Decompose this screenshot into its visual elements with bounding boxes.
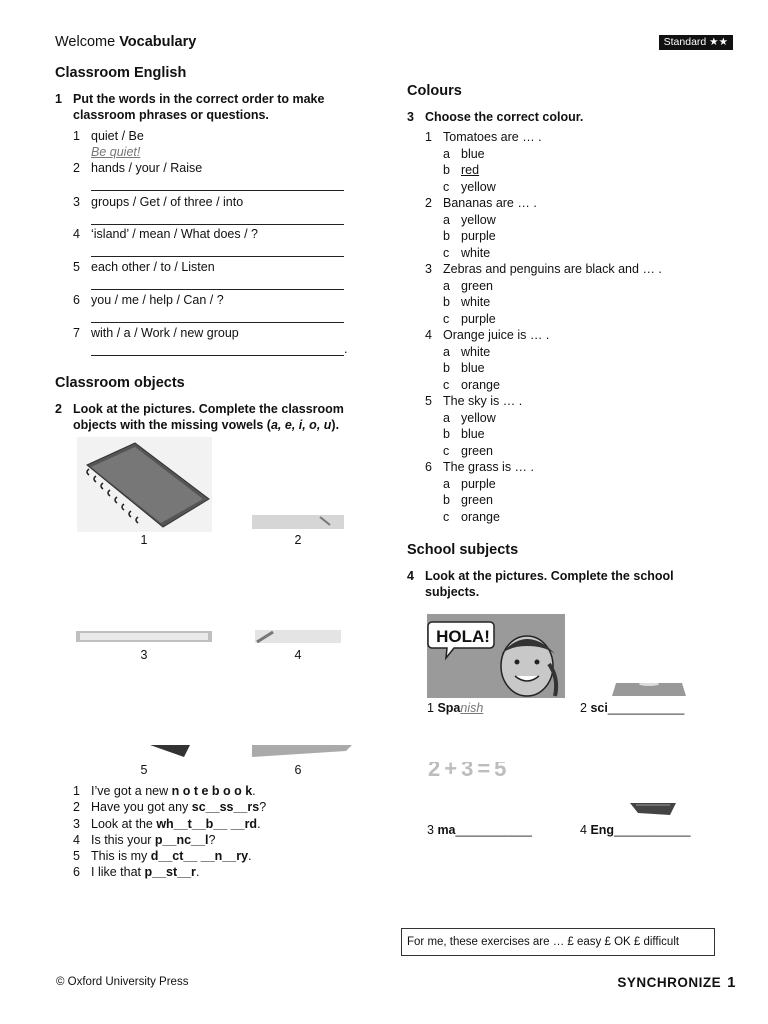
question: [425, 129, 662, 146]
subject-item-1: [427, 700, 483, 716]
option-letter: c: [443, 377, 450, 392]
pencil-picture: [252, 515, 344, 529]
answer-line[interactable]: [91, 242, 344, 257]
item-words: quiet / Be: [91, 129, 144, 143]
option-letter: c: [443, 179, 450, 194]
option-letter: a: [443, 476, 450, 491]
sentence-text: .: [252, 784, 256, 798]
subject-bold: ma: [437, 823, 456, 837]
option-b[interactable]: [443, 228, 662, 245]
sentence-text: I’ve got a new: [91, 784, 172, 798]
scissors-picture: [150, 745, 190, 757]
sentence-text: Is this your: [91, 832, 155, 847]
section-heading-classroom-english: Classroom English: [55, 65, 187, 81]
item-number: 3: [73, 195, 80, 209]
option-letter: b: [443, 163, 450, 177]
brand-logo: SYNCHRONIZE: [617, 975, 722, 990]
option-c[interactable]: [443, 245, 662, 262]
option-c[interactable]: [443, 377, 662, 394]
answer-line[interactable]: [91, 176, 344, 191]
question: [425, 327, 662, 344]
answer-line[interactable]: [91, 275, 344, 290]
question-text: Bananas are … .: [443, 196, 537, 210]
question-text: Tomatoes are … .: [443, 130, 542, 144]
fill-in-word[interactable]: p__nc__l: [154, 832, 209, 847]
option-letter: a: [443, 212, 450, 227]
item-number: 1: [73, 129, 80, 143]
item-number: 2: [73, 800, 80, 815]
question-number: 5: [425, 394, 432, 408]
task-number: 1: [55, 92, 62, 106]
sentence-text: .: [195, 865, 200, 880]
option-c[interactable]: [443, 443, 662, 460]
poster-picture: [252, 745, 352, 757]
sentence-text: Have you got any: [91, 800, 192, 815]
option-text: orange: [461, 377, 500, 392]
answer-line[interactable]: [91, 341, 344, 356]
task-4-instruction: [407, 569, 674, 600]
option-a[interactable]: [443, 344, 662, 361]
subject-item-2: [580, 700, 684, 716]
section-heading-classroom-objects: Classroom objects: [55, 375, 185, 391]
option-b-selected[interactable]: [443, 162, 480, 179]
option-text: blue: [461, 146, 485, 161]
answer-blank[interactable]: ___________: [455, 823, 532, 837]
option-letter: a: [443, 146, 450, 161]
option-text: purple: [461, 229, 496, 243]
option-a[interactable]: [443, 278, 662, 295]
brand-footer: [617, 974, 736, 991]
option-letter: c: [443, 311, 450, 326]
picture-label: 5: [140, 763, 148, 777]
question: [425, 393, 662, 410]
picture-label: 6: [294, 763, 302, 777]
whiteboard-picture: [76, 631, 212, 642]
item-number: 2: [580, 701, 587, 715]
question-number: 3: [425, 262, 432, 276]
task-number: 2: [55, 402, 62, 416]
list-item: [73, 292, 224, 308]
task-line: Look at the pictures. Complete the school: [425, 569, 674, 583]
item-number: 4: [580, 823, 587, 837]
fill-in-word[interactable]: p__st__r: [144, 865, 196, 880]
question: [425, 195, 662, 212]
option-b[interactable]: [443, 294, 662, 311]
section-heading-colours: Colours: [407, 83, 462, 99]
list-item: [73, 259, 215, 275]
option-text: green: [461, 278, 493, 293]
option-letter: b: [443, 493, 450, 507]
item-number: 1: [427, 701, 434, 715]
list-item: [73, 160, 202, 176]
item-words: ‘island’ / mean / What does / ?: [91, 227, 258, 241]
sentence-text: ?: [259, 800, 267, 815]
list-item: [73, 194, 243, 210]
list-item: [73, 783, 266, 799]
sentence-text: Look at the: [91, 816, 157, 831]
list-item: [73, 864, 266, 880]
line-end-punctuation: .: [344, 342, 348, 356]
option-c[interactable]: [443, 509, 662, 526]
option-letter: c: [443, 443, 450, 458]
spanish-speaker-picture: [427, 614, 565, 698]
answer-line[interactable]: [91, 308, 344, 323]
item-number: 6: [73, 293, 80, 307]
item-number: 1: [73, 784, 80, 798]
question-number: 2: [425, 196, 432, 210]
option-text: purple: [461, 311, 496, 326]
item-words: each other / to / Listen: [91, 260, 215, 274]
task-line: Put the words in the correct order to make: [73, 92, 325, 106]
speech-bubble-text: HOLA!: [436, 627, 490, 646]
option-a[interactable]: [443, 410, 662, 427]
option-text: white: [461, 245, 491, 260]
task-line: Look at the pictures. Complete the classroom: [73, 402, 344, 416]
subject-bold: Eng: [590, 823, 615, 837]
option-letter: a: [443, 410, 450, 425]
sentence-text: This is my: [91, 849, 151, 864]
item-number: 3: [427, 823, 434, 837]
notebook-picture: [77, 437, 212, 532]
option-letter: c: [443, 245, 450, 260]
task-line: ).: [331, 417, 340, 432]
list-item: [73, 325, 239, 341]
question-number: 4: [425, 328, 432, 342]
task-number: 3: [407, 110, 414, 124]
task-number: 4: [407, 569, 414, 583]
question: [425, 261, 662, 278]
list-item: [73, 226, 258, 242]
answer-blank[interactable]: ___________: [614, 823, 691, 837]
item-number: 4: [73, 227, 80, 241]
option-letter: a: [443, 278, 450, 293]
list-item: [73, 848, 266, 864]
subject-bold: Spa: [437, 701, 461, 715]
option-text: orange: [461, 509, 500, 524]
list-item: [73, 128, 144, 144]
science-picture: [612, 683, 686, 696]
title-bold: Vocabulary: [119, 34, 197, 50]
picture-label: 2: [294, 533, 302, 547]
example-answer: Be quiet!: [91, 145, 141, 159]
option-text: white: [461, 344, 491, 359]
option-letter: c: [443, 509, 450, 524]
option-text: green: [461, 443, 493, 458]
option-c[interactable]: [443, 311, 662, 328]
publisher-credit: © Oxford University Press: [56, 976, 189, 988]
option-b[interactable]: [443, 426, 662, 443]
sentence-text: .: [257, 816, 261, 831]
picture-label: 1: [140, 533, 148, 547]
item-words: hands / your / Raise: [91, 161, 203, 175]
question-number: 6: [425, 460, 432, 474]
answer-line[interactable]: [91, 210, 344, 225]
title-prefix: Welcome: [55, 34, 116, 50]
task-1-instruction: [55, 92, 324, 123]
option-text: blue: [461, 427, 485, 441]
question-text: The sky is … .: [443, 394, 523, 408]
fill-in-word[interactable]: wh__t__b__ __rd: [156, 816, 258, 831]
vowels-list: a, e, i, o, u: [270, 417, 332, 432]
item-words: with / a / Work / new group: [91, 326, 239, 340]
question-text: The grass is … .: [443, 460, 534, 474]
picture-label: 4: [294, 648, 302, 662]
option-text: blue: [461, 361, 485, 375]
option-b[interactable]: [443, 492, 662, 509]
sentence-text: ?: [208, 832, 216, 847]
option-letter: b: [443, 427, 450, 441]
section-heading-school-subjects: School subjects: [407, 542, 519, 558]
english-book-picture: [630, 803, 676, 815]
option-letter: b: [443, 295, 450, 309]
list-item: [73, 832, 266, 848]
example-answer: nish: [460, 701, 484, 715]
option-text: red: [461, 163, 480, 177]
task-line: classroom phrases or questions.: [73, 107, 269, 122]
option-c[interactable]: [443, 179, 662, 196]
option-letter: a: [443, 344, 450, 359]
subject-item-3: [427, 822, 532, 838]
question-text: Orange juice is … .: [443, 328, 550, 342]
sentence-text: .: [248, 849, 252, 864]
option-letter: b: [443, 361, 450, 375]
picture-label: 3: [140, 648, 148, 662]
task-line: Choose the correct colour.: [425, 110, 584, 124]
task-line: subjects.: [425, 584, 480, 599]
task-line: objects with the missing vowels (: [73, 417, 271, 432]
option-a[interactable]: [443, 212, 662, 229]
option-a[interactable]: [443, 476, 662, 493]
dictionary-picture: [255, 630, 341, 643]
fill-in-word[interactable]: sc__ss__rs: [191, 800, 260, 815]
svg-text:2+3=5: 2+3=5: [428, 762, 511, 778]
option-text: yellow: [461, 212, 496, 227]
option-text: yellow: [461, 179, 496, 194]
item-number: 6: [73, 865, 80, 880]
answer-blank[interactable]: ___________: [607, 701, 685, 715]
option-text: purple: [461, 476, 496, 491]
item-words: you / me / help / Can / ?: [91, 293, 224, 307]
subject-item-4: [580, 822, 691, 838]
option-a[interactable]: [443, 146, 662, 163]
item-number: 5: [73, 849, 80, 864]
item-number: 5: [73, 260, 80, 274]
option-text: white: [461, 295, 491, 309]
option-text: green: [461, 493, 493, 507]
sentence-list: [73, 783, 266, 881]
level-badge: Standard ★★: [659, 35, 733, 50]
question-text: Zebras and penguins are black and … .: [443, 262, 662, 276]
item-number: 7: [73, 326, 80, 340]
task-2-instruction: [55, 402, 344, 433]
list-item: [73, 816, 266, 832]
page-title: [55, 34, 196, 50]
option-text: yellow: [461, 410, 496, 425]
feedback-box[interactable]: For me, these exercises are … £ easy £ OK £ difficult: [401, 928, 715, 956]
maths-picture: [428, 762, 568, 778]
fill-in-word[interactable]: d__ct__ __n__ry: [150, 849, 249, 864]
item-number: 2: [73, 161, 80, 175]
item-number: 4: [73, 832, 80, 847]
question-number: 1: [425, 130, 432, 144]
colour-questions: [425, 129, 662, 525]
subject-bold: sci: [590, 701, 608, 715]
question: [425, 459, 662, 476]
page-number: 1: [727, 974, 736, 991]
option-letter: b: [443, 229, 450, 243]
fill-in-word[interactable]: n o t e b o o k: [171, 784, 253, 798]
item-words: groups / Get / of three / into: [91, 195, 244, 209]
sentence-text: I like that: [91, 865, 145, 880]
option-b[interactable]: [443, 360, 662, 377]
item-number: 3: [73, 816, 80, 831]
task-3-instruction: [407, 110, 583, 126]
list-item: [73, 799, 266, 815]
